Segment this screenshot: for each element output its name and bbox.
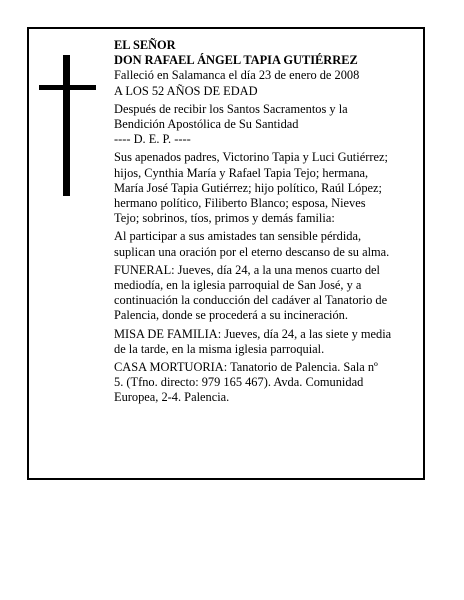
rip-line: ---- D. E. P. ---- — [114, 132, 191, 147]
funeral-line: Palencia, donde se procederá a su incineración. — [114, 308, 348, 323]
funeral-line: continuación la conducción del cadáver al Tanatorio de — [114, 293, 388, 308]
mass-line: MISA DE FAMILIA: Jueves, día 24, a las siete y media — [114, 326, 392, 341]
family-line: Tejo; sobrinos, tíos, primos y demás familia: — [114, 211, 335, 226]
family-block — [114, 150, 422, 226]
death-line: Falleció en Salamanca el día 23 de enero de 2008 — [114, 68, 360, 83]
family-line: hermano político, Filiberto Blanco; esposa, Nieves — [114, 196, 366, 211]
cross-icon-bar — [39, 85, 96, 90]
mass-line: de la tarde, en la misma iglesia parroquial. — [114, 341, 325, 356]
age-line: A LOS 52 AÑOS DE EDAD — [114, 83, 258, 98]
cross-icon — [63, 55, 70, 196]
mortuary-line: CASA MORTUORIA: Tanatorio de Palencia. Sala nº — [114, 360, 378, 375]
mass-block — [114, 327, 422, 357]
mortuary-line: Europea, 2-4. Palencia. — [114, 390, 230, 405]
request-line: suplican una oración por el eterno descanso de su alma. — [114, 244, 390, 259]
mortuary-block — [114, 360, 422, 406]
funeral-block — [114, 263, 422, 324]
request-block — [114, 229, 422, 259]
family-line: hijos, Cynthia María y Rafael Tapia Tejo; hermana, — [114, 165, 369, 180]
deceased-name: DON RAFAEL ÁNGEL TAPIA GUTIÉRREZ — [114, 53, 358, 68]
funeral-line: mediodía, en la iglesia parroquial de San José, y a — [114, 278, 362, 293]
request-line: Al participar a sus amistades tan sensible pérdida, — [114, 229, 362, 244]
sacraments-line: Después de recibir los Santos Sacramentos y la — [114, 101, 348, 116]
family-line: Sus apenados padres, Victorino Tapia y Luci Gutiérrez; — [114, 150, 388, 165]
family-line: María José Tapia Gutiérrez; hijo político, Raúl López; — [114, 180, 382, 195]
sacraments-block — [114, 102, 422, 132]
funeral-line: FUNERAL: Jueves, día 24, a la una menos cuarto del — [114, 262, 380, 277]
sacraments-line: Bendición Apostólica de Su Santidad — [114, 117, 299, 132]
mortuary-line: 5. (Tfno. directo: 979 165 467). Avda. Comunidad — [114, 375, 364, 390]
title: EL SEÑOR — [114, 38, 176, 52]
obituary-text — [114, 38, 422, 406]
